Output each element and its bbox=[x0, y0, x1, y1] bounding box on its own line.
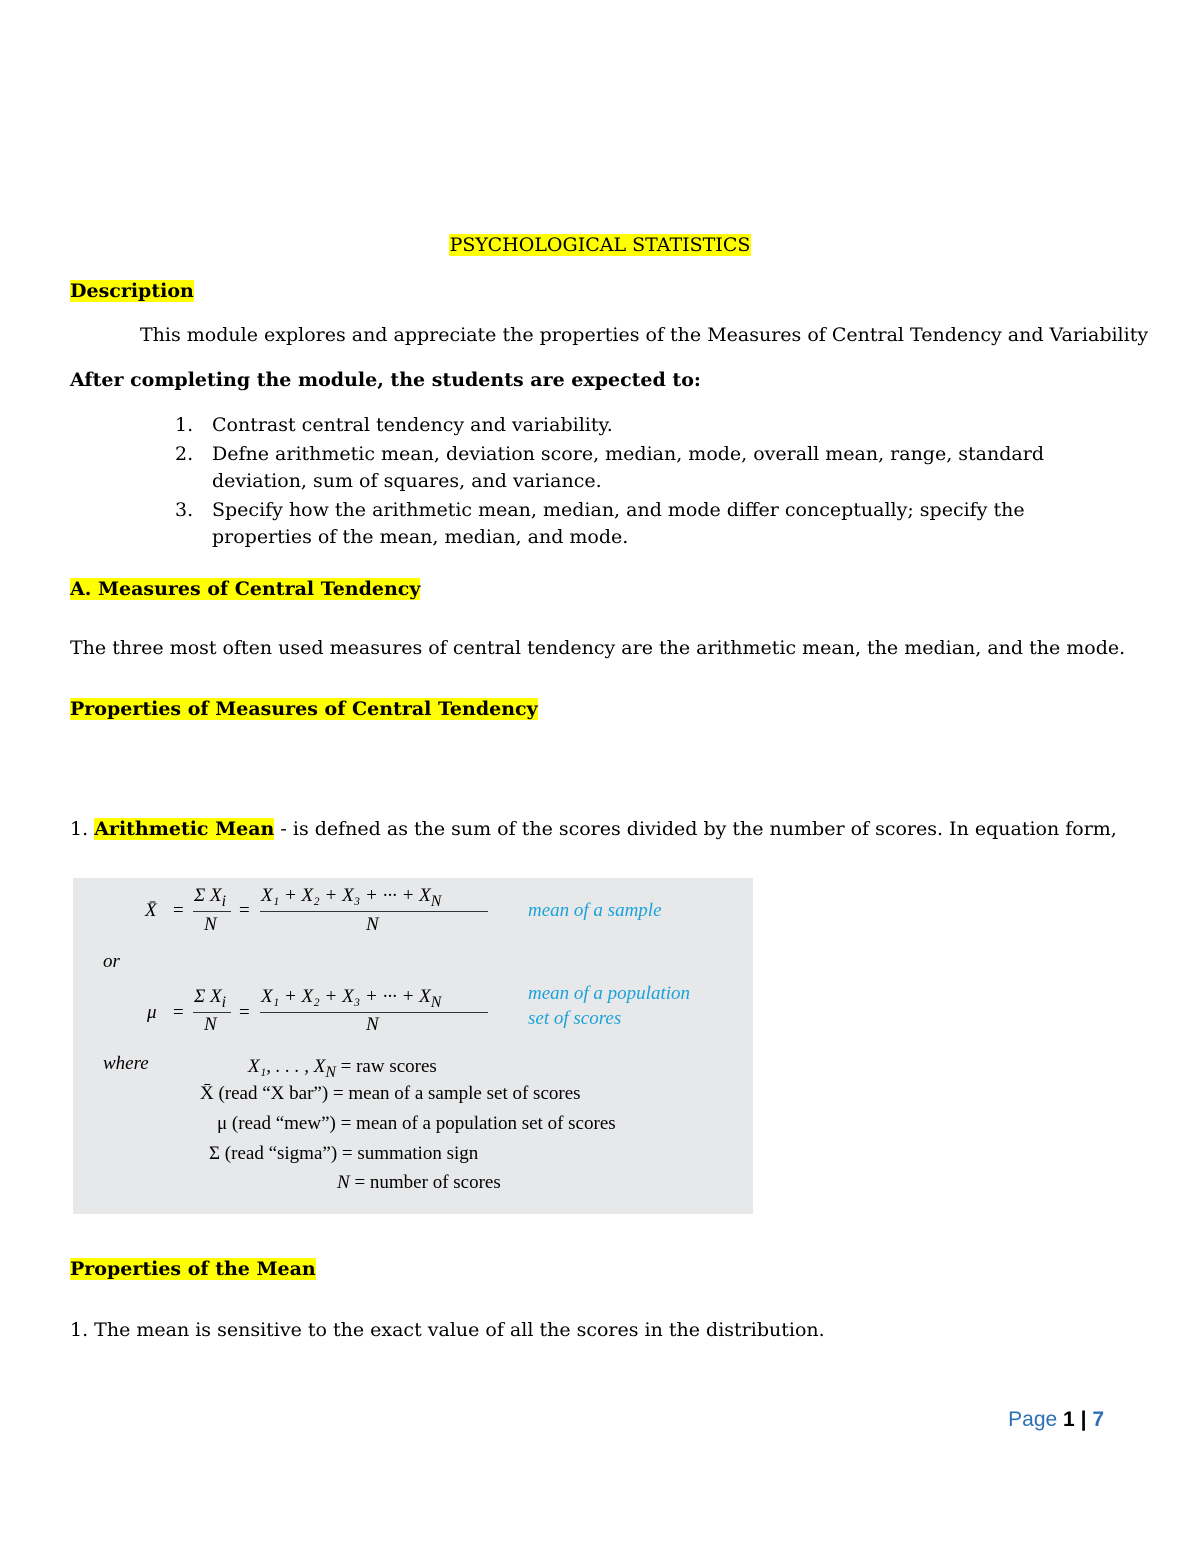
sum-xi-text: Σ X bbox=[194, 986, 222, 1007]
list-text: Defne arithmetic mean, deviation score, median, mode, overall mean, range, standard deviation, sum of squares, and variance. bbox=[212, 443, 1044, 492]
def-rhs: = number of scores bbox=[349, 1172, 501, 1193]
def-rhs: = mean of a sample set of scores bbox=[328, 1083, 581, 1104]
title-text: PSYCHOLOGICAL STATISTICS bbox=[449, 234, 751, 256]
expansion-text: X₁ + X₂ + X₃ + ··· + X bbox=[261, 885, 431, 906]
n-symbol: N bbox=[204, 1014, 217, 1035]
sum-xi bbox=[194, 986, 226, 1012]
def-lhs-sub: N bbox=[325, 1063, 336, 1081]
section-a-heading-text: A. Measures of Central Tendency bbox=[70, 578, 421, 600]
fraction-bar bbox=[260, 911, 488, 912]
def-lhs: N bbox=[337, 1172, 350, 1193]
sum-xi-text: Σ X bbox=[194, 885, 222, 906]
page-label: Page bbox=[1008, 1408, 1058, 1431]
sub-i: i bbox=[221, 993, 227, 1011]
section-a-text: The three most often used measures of central tendency are the arithmetic mean, the median, and the mode. bbox=[70, 637, 1126, 659]
section-a-heading bbox=[70, 578, 420, 600]
definition-sigma bbox=[209, 1143, 478, 1165]
definition-mu bbox=[217, 1113, 616, 1135]
definition-n bbox=[337, 1172, 501, 1194]
mean-formula-image bbox=[73, 878, 753, 1214]
expansion bbox=[261, 885, 441, 911]
def-rhs: = raw scores bbox=[335, 1056, 437, 1077]
properties-heading-text: Properties of Measures of Central Tendency bbox=[70, 698, 538, 720]
or-text: or bbox=[103, 951, 120, 972]
def-lhs: X₁, . . . , X bbox=[248, 1056, 326, 1077]
arithmetic-mean-term: Arithmetic Mean bbox=[94, 818, 275, 840]
fraction-bar bbox=[193, 911, 231, 912]
page-separator: | bbox=[1080, 1408, 1087, 1431]
page-current: 1 bbox=[1063, 1408, 1075, 1431]
n-symbol: N bbox=[204, 914, 217, 935]
expansion-text: X₁ + X₂ + X₃ + ··· + X bbox=[261, 986, 431, 1007]
equals-sign: = bbox=[173, 900, 184, 921]
arithmetic-mean-definition: - is defned as the sum of the scores divided by the number of scores. In equation form, bbox=[274, 818, 1117, 840]
fraction-bar bbox=[260, 1012, 488, 1013]
n-symbol: N bbox=[366, 1014, 379, 1035]
sub-n: N bbox=[430, 993, 442, 1011]
def-lhs: Σ (read “sigma”) bbox=[209, 1143, 338, 1164]
list-item bbox=[70, 497, 1130, 551]
list-item bbox=[70, 441, 1130, 495]
list-number: 3. bbox=[175, 499, 194, 521]
item-number: 1. bbox=[70, 818, 89, 840]
list-number: 2. bbox=[175, 443, 194, 465]
sum-xi bbox=[194, 885, 226, 911]
description-heading bbox=[70, 280, 194, 302]
description-text: This module explores and appreciate the properties of the Measures of Central Tendency and Variability bbox=[140, 324, 1149, 346]
list-text: Specify how the arithmetic mean, median, and mode differ conceptually; specify the properties of the mean, median, and mode. bbox=[212, 499, 1025, 548]
mean-properties-heading bbox=[70, 1258, 316, 1280]
sub-n: N bbox=[430, 892, 442, 910]
label-mean-sample: mean of a sample bbox=[528, 900, 662, 921]
def-lhs: μ (read “mew”) bbox=[217, 1113, 336, 1134]
def-lhs: X̄ (read “X bar”) bbox=[200, 1083, 329, 1104]
list-number: 1. bbox=[175, 414, 194, 436]
objectives-list bbox=[70, 412, 1130, 551]
document-title bbox=[0, 234, 1200, 256]
fraction-bar bbox=[193, 1012, 231, 1013]
expansion bbox=[261, 986, 441, 1012]
equals-sign: = bbox=[239, 1002, 250, 1023]
def-rhs: = mean of a population set of scores bbox=[335, 1113, 616, 1134]
definition-xbar bbox=[200, 1083, 581, 1105]
properties-heading bbox=[70, 698, 538, 720]
page-total: 7 bbox=[1092, 1408, 1104, 1431]
arithmetic-mean-item bbox=[70, 818, 1117, 840]
where-text: where bbox=[103, 1053, 149, 1074]
list-text: Contrast central tendency and variability. bbox=[212, 414, 613, 436]
mean-property-1: 1. The mean is sensitive to the exact value of all the scores in the distribution. bbox=[70, 1319, 825, 1341]
list-item bbox=[70, 412, 1130, 439]
n-symbol: N bbox=[366, 914, 379, 935]
page-number bbox=[1008, 1408, 1104, 1432]
mu-symbol: μ bbox=[147, 1002, 157, 1023]
equals-sign: = bbox=[173, 1002, 184, 1023]
label-mean-population: mean of a population bbox=[528, 983, 691, 1004]
mean-properties-heading-text: Properties of the Mean bbox=[70, 1258, 316, 1280]
label-set-of-scores: set of scores bbox=[528, 1008, 622, 1029]
objectives-heading: After completing the module, the students are expected to: bbox=[70, 369, 701, 391]
sub-i: i bbox=[221, 892, 227, 910]
xbar-symbol: X̄ bbox=[145, 900, 157, 921]
equals-sign: = bbox=[239, 900, 250, 921]
description-heading-text: Description bbox=[70, 280, 194, 302]
def-rhs: = summation sign bbox=[337, 1143, 479, 1164]
